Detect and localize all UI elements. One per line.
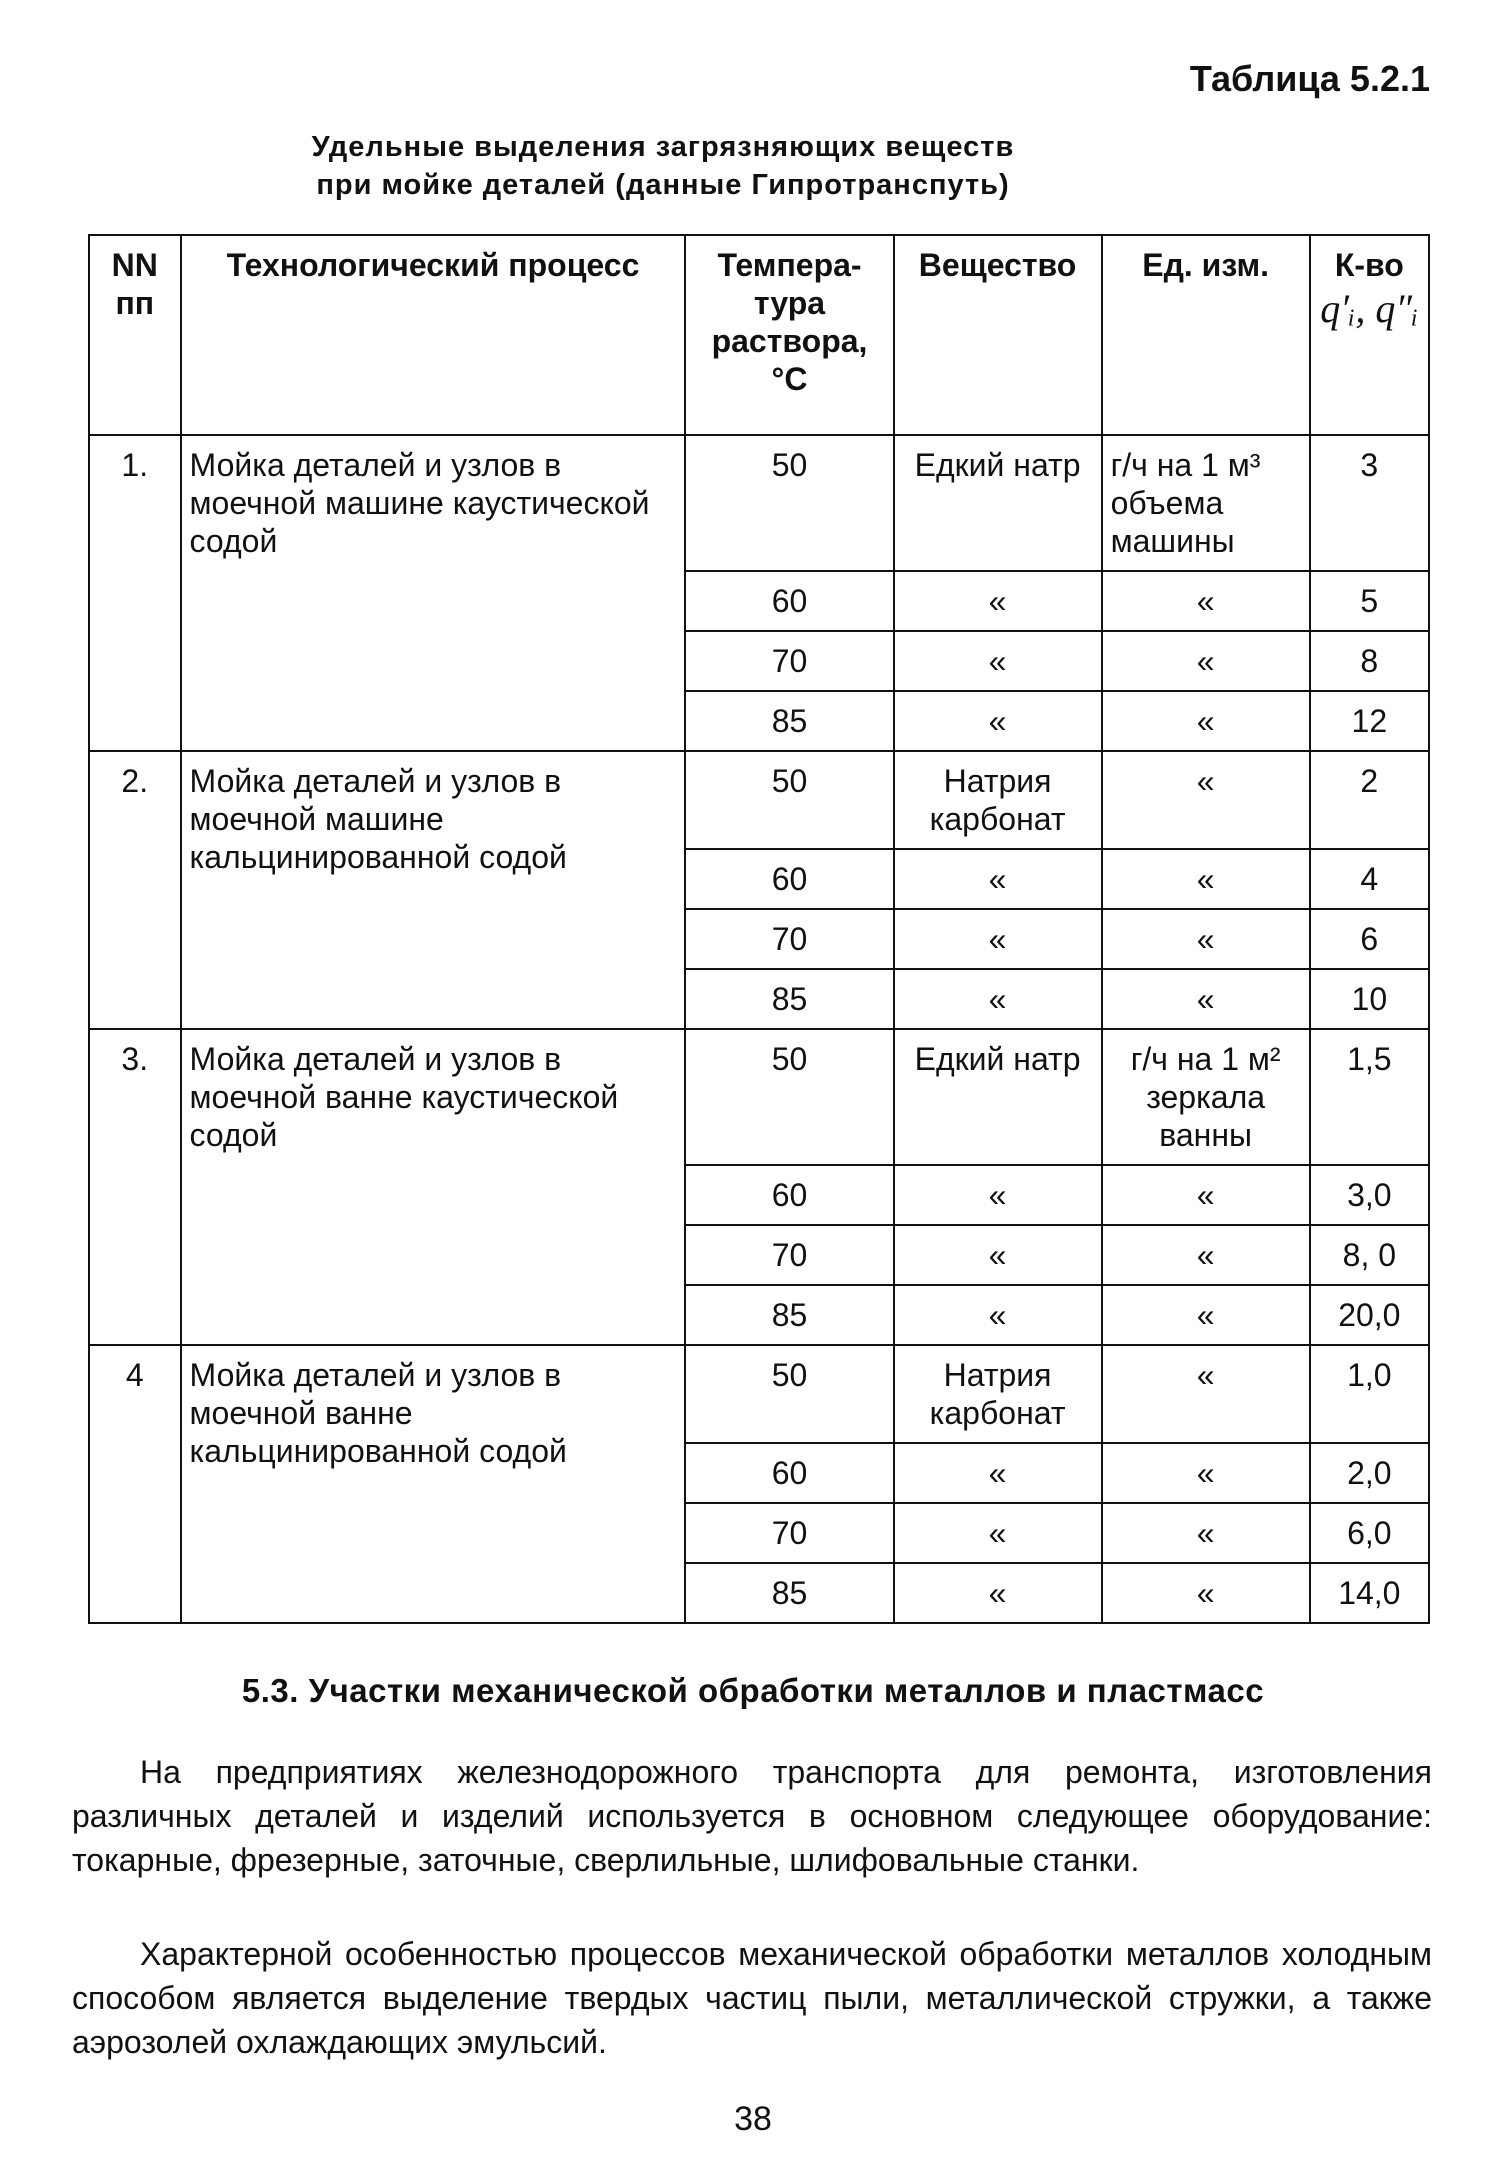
unit-cell: « [1102,1503,1310,1563]
unit-cell: г/ч на 1 м² зеркала ванны [1102,1029,1310,1165]
substance-cell: « [894,1503,1102,1563]
temperature-cell: 60 [685,849,893,909]
substance-cell: « [894,1563,1102,1623]
quantity-cell: 2 [1310,751,1429,849]
row-number: 2. [89,751,181,1029]
table-row [89,1029,1429,1165]
row-number: 4 [89,1345,181,1623]
substance-cell: « [894,909,1102,969]
quantity-cell: 5 [1310,571,1429,631]
process-cell: Мойка деталей и узлов в моечной машине кальцинированной содой [181,751,686,1029]
substance-cell: « [894,571,1102,631]
temperature-cell: 85 [685,969,893,1029]
table-row [89,751,1429,849]
temperature-cell: 60 [685,571,893,631]
unit-cell: « [1102,1345,1310,1443]
substance-cell: « [894,849,1102,909]
temperature-cell: 70 [685,1503,893,1563]
substance-cell: « [894,969,1102,1029]
process-cell: Мойка деталей и узлов в моечной машине каустической содой [181,435,686,751]
quantity-cell: 2,0 [1310,1443,1429,1503]
caption-line-2: при мойке деталей (данные Гипротранспуть) [316,169,1010,201]
quantity-cell: 14,0 [1310,1563,1429,1623]
unit-cell: « [1102,571,1310,631]
quantity-cell: 12 [1310,691,1429,751]
quantity-cell: 1,0 [1310,1345,1429,1443]
quantity-cell: 6,0 [1310,1503,1429,1563]
substance-cell: « [894,1225,1102,1285]
temperature-cell: 50 [685,435,893,571]
substance-cell: « [894,631,1102,691]
quantity-cell: 20,0 [1310,1285,1429,1345]
substance-cell: « [894,1285,1102,1345]
temperature-cell: 85 [685,1285,893,1345]
quantity-cell: 3,0 [1310,1165,1429,1225]
temperature-cell: 85 [685,1563,893,1623]
unit-cell: « [1102,1165,1310,1225]
header-unit: Ед. изм. [1102,235,1310,435]
caption-line-1: Удельные выделения загрязняющих веществ [311,131,1015,163]
quantity-cell: 4 [1310,849,1429,909]
quantity-cell: 8, 0 [1310,1225,1429,1285]
quantity-cell: 8 [1310,631,1429,691]
unit-cell: « [1102,849,1310,909]
paragraph-2: Характерной особенностью процессов механической обработки металлов холодным способом является выделение твердых частиц пыли, металлической стружки, а также аэрозолей охлаждающих эмульсий. [72,1936,1432,2060]
quantity-cell: 1,5 [1310,1029,1429,1165]
temperature-cell: 50 [685,751,893,849]
header-process: Технологический процесс [181,235,686,435]
temperature-cell: 85 [685,691,893,751]
temperature-cell: 50 [685,1345,893,1443]
table-row [89,1345,1429,1443]
substance-cell: « [894,691,1102,751]
unit-cell: г/ч на 1 м³ объема машины [1102,435,1310,571]
unit-cell: « [1102,1225,1310,1285]
quantity-cell: 10 [1310,969,1429,1029]
process-cell: Мойка деталей и узлов в моечной ванне каустической содой [181,1029,686,1345]
substance-cell: Едкий натр [894,435,1102,571]
quantity-cell: 6 [1310,909,1429,969]
temperature-cell: 70 [685,1225,893,1285]
table-header-row [89,235,1429,435]
unit-cell: « [1102,1285,1310,1345]
table-body [89,435,1429,1623]
substance-cell: Натрия карбонат [894,1345,1102,1443]
header-num: NN пп [89,235,181,435]
unit-cell: « [1102,631,1310,691]
temperature-cell: 60 [685,1165,893,1225]
substance-cell: « [894,1443,1102,1503]
section-title: 5.3. Участки механической обработки металлов и пластмасс [241,1672,1265,1709]
header-quantity-label: К-во [1334,247,1404,283]
temperature-cell: 60 [685,1443,893,1503]
temperature-cell: 70 [685,631,893,691]
temperature-cell: 50 [685,1029,893,1165]
row-number: 1. [89,435,181,751]
row-number: 3. [89,1029,181,1345]
substance-cell: Натрия карбонат [894,751,1102,849]
unit-cell: « [1102,909,1310,969]
temperature-cell: 70 [685,909,893,969]
process-cell: Мойка деталей и узлов в моечной ванне кальцинированной содой [181,1345,686,1623]
unit-cell: « [1102,1443,1310,1503]
header-substance: Вещество [894,235,1102,435]
table-row [89,435,1429,571]
substance-cell: « [894,1165,1102,1225]
substance-cell: Едкий натр [894,1029,1102,1165]
header-temperature: Темпера-тура раствора, °С [685,235,893,435]
paragraph-1: На предприятиях железнодорожного транспорта для ремонта, изготовления различных деталей и изделий используется в основном следующее оборудование: токарные, фрезерные, заточные, сверлильные, шлифовальные станки. [72,1754,1432,1878]
quantity-cell: 3 [1310,435,1429,571]
page-number: 38 [734,2100,772,2138]
unit-cell: « [1102,751,1310,849]
unit-cell: « [1102,969,1310,1029]
table-caption [0,128,1506,204]
unit-cell: « [1102,691,1310,751]
table-label: Таблица 5.2.1 [1189,58,1430,99]
emissions-table [88,234,1430,1624]
header-quantity-symbol: q′ᵢ, q″ᵢ [1320,286,1419,331]
header-quantity [1310,235,1429,435]
unit-cell: « [1102,1563,1310,1623]
